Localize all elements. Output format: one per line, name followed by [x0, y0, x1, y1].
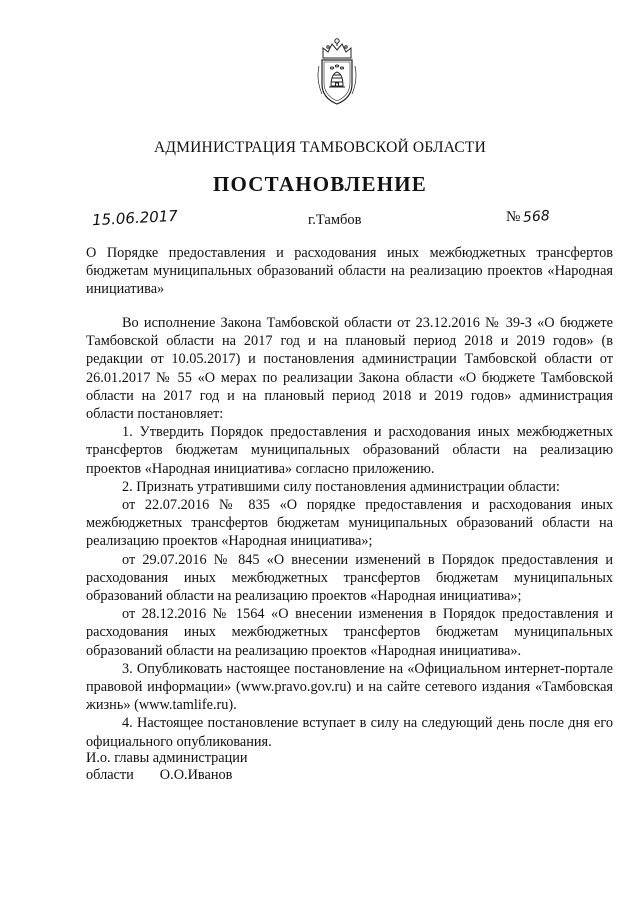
document-number-prefix: № [506, 209, 521, 225]
document-city: г.Тамбов [308, 212, 362, 228]
document-date: 15.06.2017 [91, 206, 179, 230]
document-type-title: ПОСТАНОВЛЕНИЕ [212, 172, 428, 196]
item-2b-paragraph: от 29.07.2016 № 845 «О внесении изменений в Порядок предоставления и расходования иных межбюджетных трансфертов бюджетам муниципальных образований области на реализацию проектов «Народная инициатива»; [86, 551, 613, 605]
document-number-value: 568 [522, 208, 551, 226]
item-2a-paragraph: от 22.07.2016 № 835 «О порядке предоставления и расходования иных межбюджетных трансфертов бюджетам муниципальных образований области на реализацию проектов «Народная инициатива»; [86, 497, 613, 550]
organization-name: АДМИНИСТРАЦИЯ ТАМБОВСКОЙ ОБЛАСТИ [154, 139, 486, 156]
document-number [506, 209, 550, 226]
signature-block [86, 750, 248, 784]
signatory-title-line2: области [86, 767, 134, 783]
item-2c-paragraph: от 28.12.2016 № 1564 «О внесении изменения в Порядок предоставления и расходования иных межбюджетных трансфертов бюджетам муниципальных образований области на реализацию проектов «Народная инициатива». [86, 606, 613, 659]
coat-of-arms-emblem [314, 36, 360, 108]
signatory-title-line1: И.о. главы администрации [86, 750, 248, 766]
signatory-name: О.О.Иванов [159, 767, 233, 783]
document-subject: О Порядке предоставления и расходования иных межбюджетных трансфертов бюджетам муниципальных образований области на реализацию проектов «Народная инициатива» [86, 245, 613, 297]
item-3-paragraph: 3. Опубликовать настоящее постановление на «Официальном интернет-портале правовой информации» (www.pravo.gov.ru) и на сайте сетевого издания «Тамбовская жизнь» (www.tamlife.ru). [86, 660, 613, 714]
item-1-paragraph: 1. Утвердить Порядок предоставления и расходования иных межбюджетных трансфертов бюджетам муниципальных образований области на реализацию проектов «Народная инициатива» согласно приложению. [86, 424, 613, 477]
document-body [86, 314, 613, 751]
item-4-paragraph: 4. Настоящее постановление вступает в силу на следующий день после дня его официального опубликования. [86, 715, 613, 750]
preamble-paragraph: Во исполнение Закона Тамбовской области от 23.12.2016 № 39-З «О бюджете Тамбовской области на 2017 год и на плановый период 2018 и 2019 годов» (в редакции от 10.05.2017) и постановления администрации Тамбовской области от 26.01.2017 № 55 «О мерах по реализации Закона области «О бюджете Тамбовской области на 2017 год и на плановый период 2018 и 2019 годов» администрация области постановляет: [86, 315, 613, 423]
item-2-paragraph: 2. Признать утратившими силу постановления администрации области: [122, 478, 560, 495]
